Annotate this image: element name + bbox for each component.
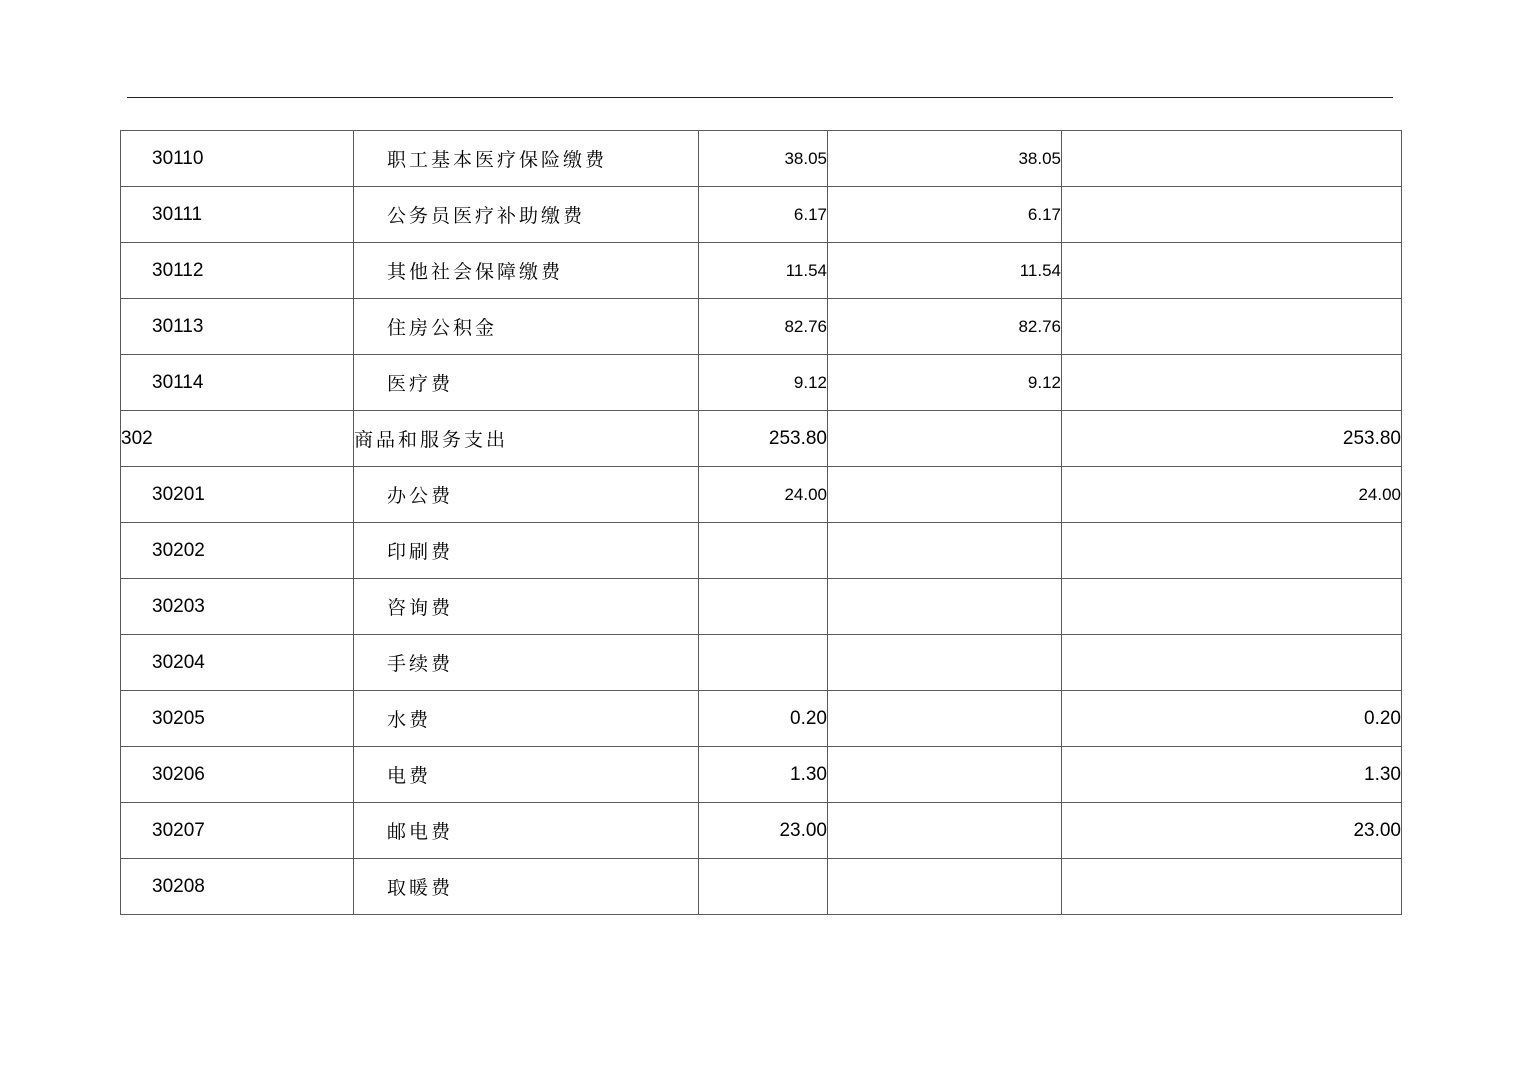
project-expenditure-cell: 253.80 — [1062, 411, 1402, 467]
account-code-cell: 30114 — [121, 355, 354, 411]
total-amount-cell: 9.12 — [699, 355, 828, 411]
account-code-cell: 30203 — [121, 579, 354, 635]
account-code-cell: 30207 — [121, 803, 354, 859]
project-expenditure-cell — [1062, 131, 1402, 187]
account-name-cell: 公务员医疗补助缴费 — [354, 187, 699, 243]
account-name-cell: 咨询费 — [354, 579, 699, 635]
project-expenditure-cell: 24.00 — [1062, 467, 1402, 523]
table-row — [121, 635, 1402, 691]
account-name-cell: 职工基本医疗保险缴费 — [354, 131, 699, 187]
basic-expenditure-cell — [828, 523, 1062, 579]
table-row — [121, 299, 1402, 355]
basic-expenditure-cell — [828, 467, 1062, 523]
account-name-cell: 医疗费 — [354, 355, 699, 411]
basic-expenditure-cell — [828, 691, 1062, 747]
table-row — [121, 859, 1402, 915]
account-name-cell: 电费 — [354, 747, 699, 803]
basic-expenditure-cell — [828, 635, 1062, 691]
total-amount-cell: 38.05 — [699, 131, 828, 187]
table-row — [121, 691, 1402, 747]
account-name-cell: 办公费 — [354, 467, 699, 523]
total-amount-cell: 0.20 — [699, 691, 828, 747]
total-amount-cell: 11.54 — [699, 243, 828, 299]
project-expenditure-cell — [1062, 243, 1402, 299]
table-row — [121, 131, 1402, 187]
account-code-cell: 30202 — [121, 523, 354, 579]
table-row — [121, 803, 1402, 859]
project-expenditure-cell — [1062, 635, 1402, 691]
account-name-cell: 邮电费 — [354, 803, 699, 859]
total-amount-cell: 6.17 — [699, 187, 828, 243]
project-expenditure-cell — [1062, 579, 1402, 635]
account-code-cell: 30206 — [121, 747, 354, 803]
project-expenditure-cell — [1062, 523, 1402, 579]
account-code-cell: 30204 — [121, 635, 354, 691]
account-code-cell: 30201 — [121, 467, 354, 523]
basic-expenditure-cell — [828, 579, 1062, 635]
basic-expenditure-cell — [828, 411, 1062, 467]
account-name-cell: 手续费 — [354, 635, 699, 691]
table-row — [121, 243, 1402, 299]
project-expenditure-cell: 23.00 — [1062, 803, 1402, 859]
total-amount-cell: 24.00 — [699, 467, 828, 523]
total-amount-cell — [699, 635, 828, 691]
total-amount-cell — [699, 579, 828, 635]
project-expenditure-cell — [1062, 299, 1402, 355]
header-rule — [127, 97, 1393, 98]
account-code-cell: 30113 — [121, 299, 354, 355]
account-code-cell: 30205 — [121, 691, 354, 747]
total-amount-cell: 253.80 — [699, 411, 828, 467]
account-code-cell: 30110 — [121, 131, 354, 187]
account-code-cell: 30112 — [121, 243, 354, 299]
table-row — [121, 411, 1402, 467]
table-row — [121, 579, 1402, 635]
total-amount-cell — [699, 523, 828, 579]
table-row — [121, 355, 1402, 411]
basic-expenditure-cell — [828, 859, 1062, 915]
account-name-cell: 取暖费 — [354, 859, 699, 915]
table-row — [121, 467, 1402, 523]
table-body — [121, 131, 1402, 915]
basic-expenditure-cell: 9.12 — [828, 355, 1062, 411]
total-amount-cell: 82.76 — [699, 299, 828, 355]
basic-expenditure-cell: 6.17 — [828, 187, 1062, 243]
account-name-cell: 商品和服务支出 — [354, 411, 699, 467]
project-expenditure-cell — [1062, 187, 1402, 243]
basic-expenditure-cell: 38.05 — [828, 131, 1062, 187]
basic-expenditure-cell — [828, 803, 1062, 859]
account-name-cell: 水费 — [354, 691, 699, 747]
project-expenditure-cell: 1.30 — [1062, 747, 1402, 803]
table-row — [121, 187, 1402, 243]
account-code-cell: 302 — [121, 411, 354, 467]
project-expenditure-cell — [1062, 859, 1402, 915]
account-name-cell: 住房公积金 — [354, 299, 699, 355]
project-expenditure-cell — [1062, 355, 1402, 411]
budget-table — [120, 130, 1402, 915]
total-amount-cell: 1.30 — [699, 747, 828, 803]
table-row — [121, 747, 1402, 803]
project-expenditure-cell: 0.20 — [1062, 691, 1402, 747]
account-name-cell: 其他社会保障缴费 — [354, 243, 699, 299]
basic-expenditure-cell: 82.76 — [828, 299, 1062, 355]
total-amount-cell — [699, 859, 828, 915]
account-name-cell: 印刷费 — [354, 523, 699, 579]
account-code-cell: 30111 — [121, 187, 354, 243]
table-row — [121, 523, 1402, 579]
account-code-cell: 30208 — [121, 859, 354, 915]
basic-expenditure-cell — [828, 747, 1062, 803]
total-amount-cell: 23.00 — [699, 803, 828, 859]
basic-expenditure-cell: 11.54 — [828, 243, 1062, 299]
